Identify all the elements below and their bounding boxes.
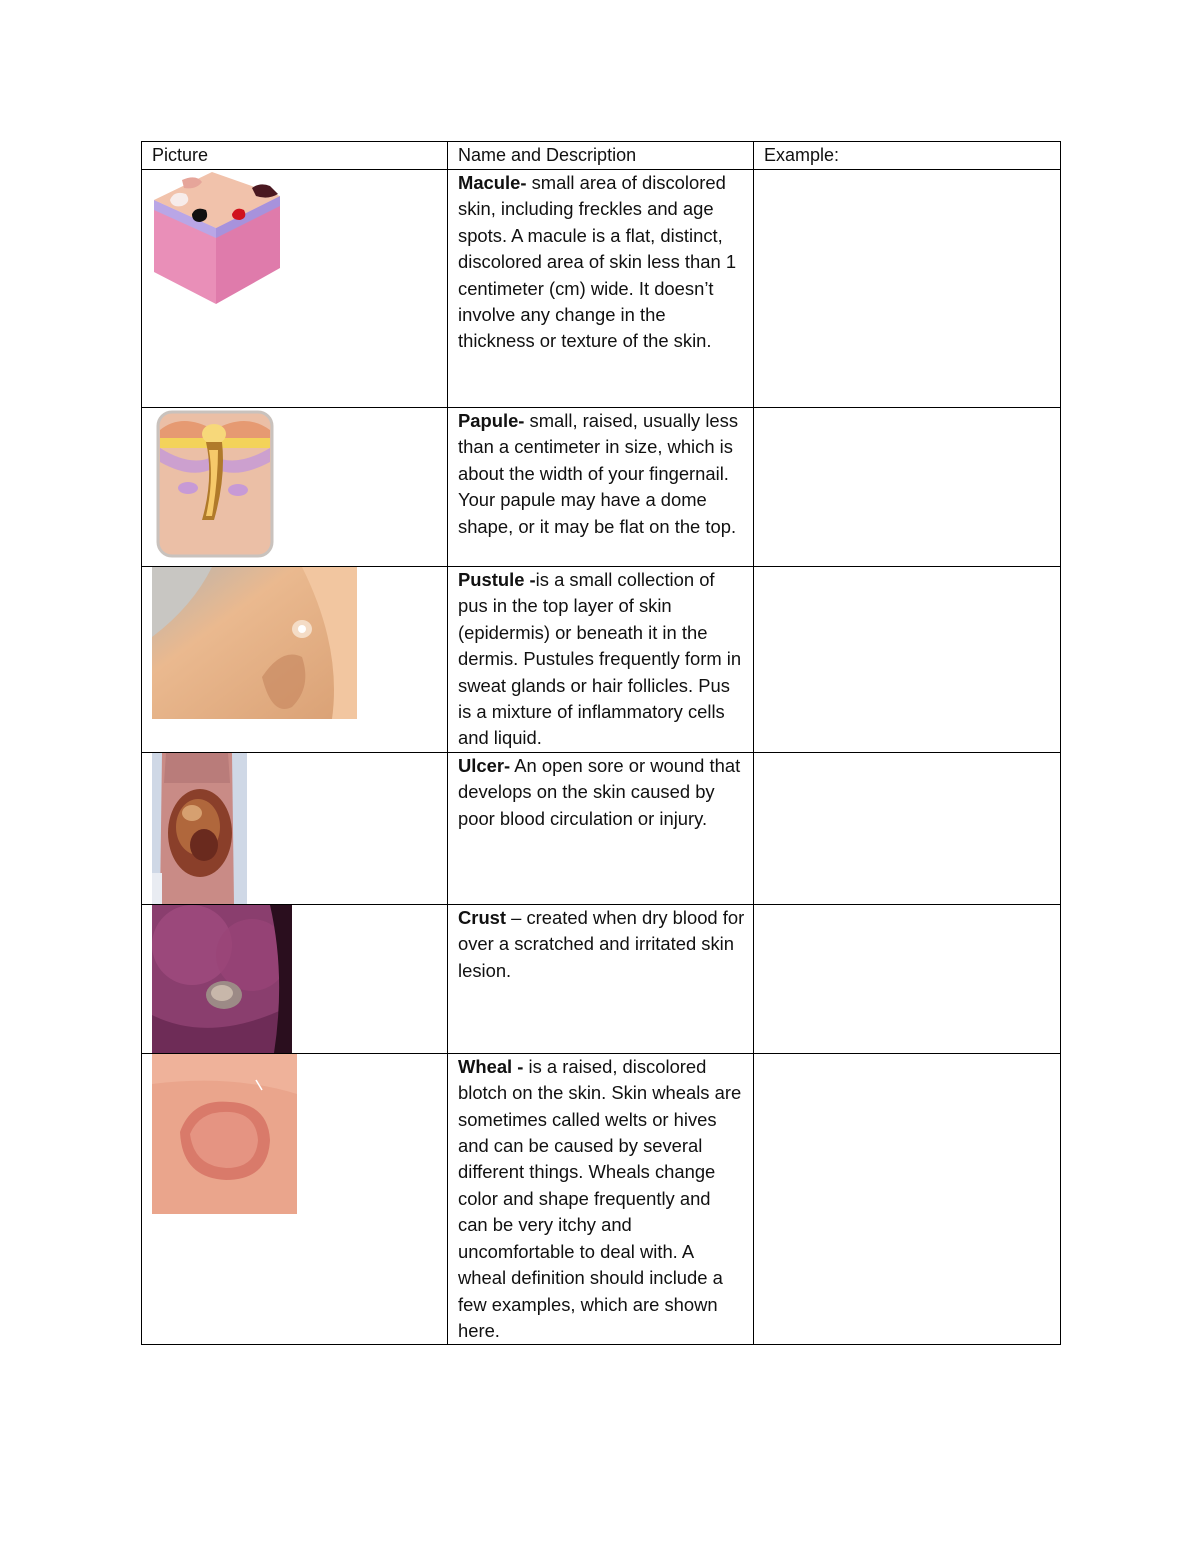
table-row [142,170,1061,408]
term-description: is a raised, discolored blotch on the skin. Skin wheals are sometimes called welts or hives and can be caused by several different things. Wheals change color and shape frequently and can be very itchy and uncomfortable to deal with. A wheal definition should include a few examples, which are shown here. [458,1055,742,1341]
term-label: Ulcer- [458,754,511,776]
crust-photo [152,905,292,1053]
example-cell[interactable] [754,1053,1061,1344]
picture-cell [142,567,448,753]
table-row [142,408,1061,567]
term-description: An open sore or wound that develops on the skin caused by poor blood circulation or injury. [458,754,741,829]
wheal-photo [152,1054,297,1214]
table-row [142,1053,1061,1344]
name-description-cell [448,567,754,753]
picture-cell [142,904,448,1053]
table-row [142,904,1061,1053]
table-header-row [142,142,1061,170]
picture-cell [142,752,448,904]
term-description: – created when dry blood for over a scratched and irritated skin lesion. [458,906,745,981]
example-cell[interactable] [754,170,1061,408]
example-cell[interactable] [754,567,1061,753]
term-description: small, raised, usually less than a centimeter in size, which is about the width of your fingernail. Your papule may have a dome shape, or it may be flat on the top. [458,410,739,537]
name-description-cell [448,752,754,904]
table-row [142,752,1061,904]
example-cell[interactable] [754,904,1061,1053]
picture-cell [142,170,448,408]
term-label: Crust [458,906,507,928]
header-example: Example: [754,142,1061,170]
name-description-cell [448,170,754,408]
papule-skin-diagram [152,408,278,560]
term-description: small area of discolored skin, including freckles and age spots. A macule is a flat, distinct, discolored area of skin less than 1 centimeter (cm) wide. It doesn’t involve any change in the thickness or texture of the skin. [458,172,737,352]
header-picture: Picture [142,142,448,170]
example-cell[interactable] [754,408,1061,567]
term-label: Wheal - [458,1055,524,1077]
macule-skin-diagram [152,170,282,306]
skin-lesion-table [141,141,1061,1345]
term-label: Pustule - [458,569,536,590]
name-description-cell [448,1053,754,1344]
term-label: Papule- [458,410,525,431]
pustule-photo [152,567,357,719]
name-description-cell [448,408,754,567]
example-cell[interactable] [754,752,1061,904]
picture-cell [142,1053,448,1344]
term-description: is a small collection of pus in the top layer of skin (epidermis) or beneath it in the dermis. Pustules frequently form in sweat glands or hair follicles. Pus is a mixture of inflammatory cells and liquid. [458,569,742,749]
name-description-cell [448,904,754,1053]
header-name-description: Name and Description [448,142,754,170]
picture-cell [142,408,448,567]
term-label: Macule- [458,172,527,193]
table-row [142,567,1061,753]
ulcer-photo [152,753,247,904]
